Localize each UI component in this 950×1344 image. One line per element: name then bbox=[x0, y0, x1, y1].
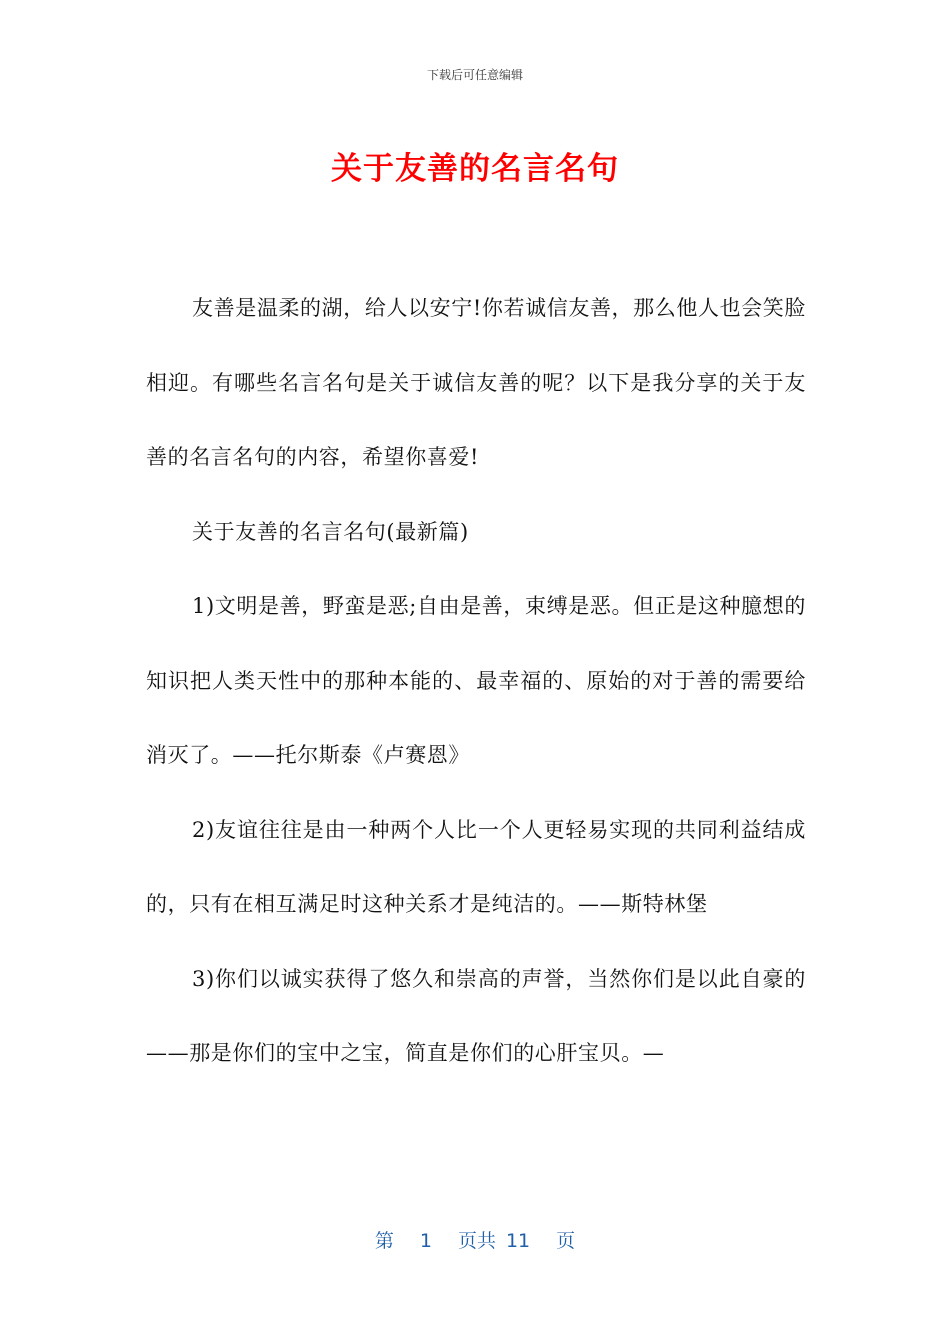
footer-prefix: 第 bbox=[374, 1230, 394, 1252]
footer-page-number: 1 bbox=[419, 1230, 432, 1252]
header-note: 下载后可任意编辑 bbox=[426, 68, 523, 82]
quote-paragraph-3: 3)你们以诚实获得了悠久和崇高的声誉，当然你们是以此自豪的——那是你们的宝中之宝，简直是你们的心肝宝贝。— bbox=[146, 966, 806, 1065]
footer-middle: 页共 bbox=[457, 1230, 496, 1252]
quote-paragraph-2: 2)友谊往往是由一种两个人比一个人更轻易实现的共同利益结成的，只有在相互满足时这种关系才是纯洁的。——斯特林堡 bbox=[146, 817, 806, 916]
document-title: 关于友善的名言名句 bbox=[331, 151, 619, 187]
quote-paragraph-1: 1)文明是善，野蛮是恶;自由是善，束缚是恶。但正是这种臆想的知识把人类天性中的那种本能的、最幸福的、原始的对于善的需要给消灭了。——托尔斯泰《卢赛恩》 bbox=[146, 594, 806, 767]
footer-suffix: 页 bbox=[556, 1230, 576, 1252]
section-heading: 关于友善的名言名句(最新篇) bbox=[192, 519, 469, 544]
intro-paragraph: 友善是温柔的湖，给人以安宁!你若诚信友善，那么他人也会笑脸相迎。有哪些名言名句是关于诚信友善的呢？以下是我分享的关于友善的名言名句的内容，希望你喜爱! bbox=[146, 296, 806, 469]
document-body bbox=[146, 271, 806, 1091]
page-footer bbox=[0, 1226, 950, 1253]
footer-total-pages: 11 bbox=[505, 1230, 531, 1252]
